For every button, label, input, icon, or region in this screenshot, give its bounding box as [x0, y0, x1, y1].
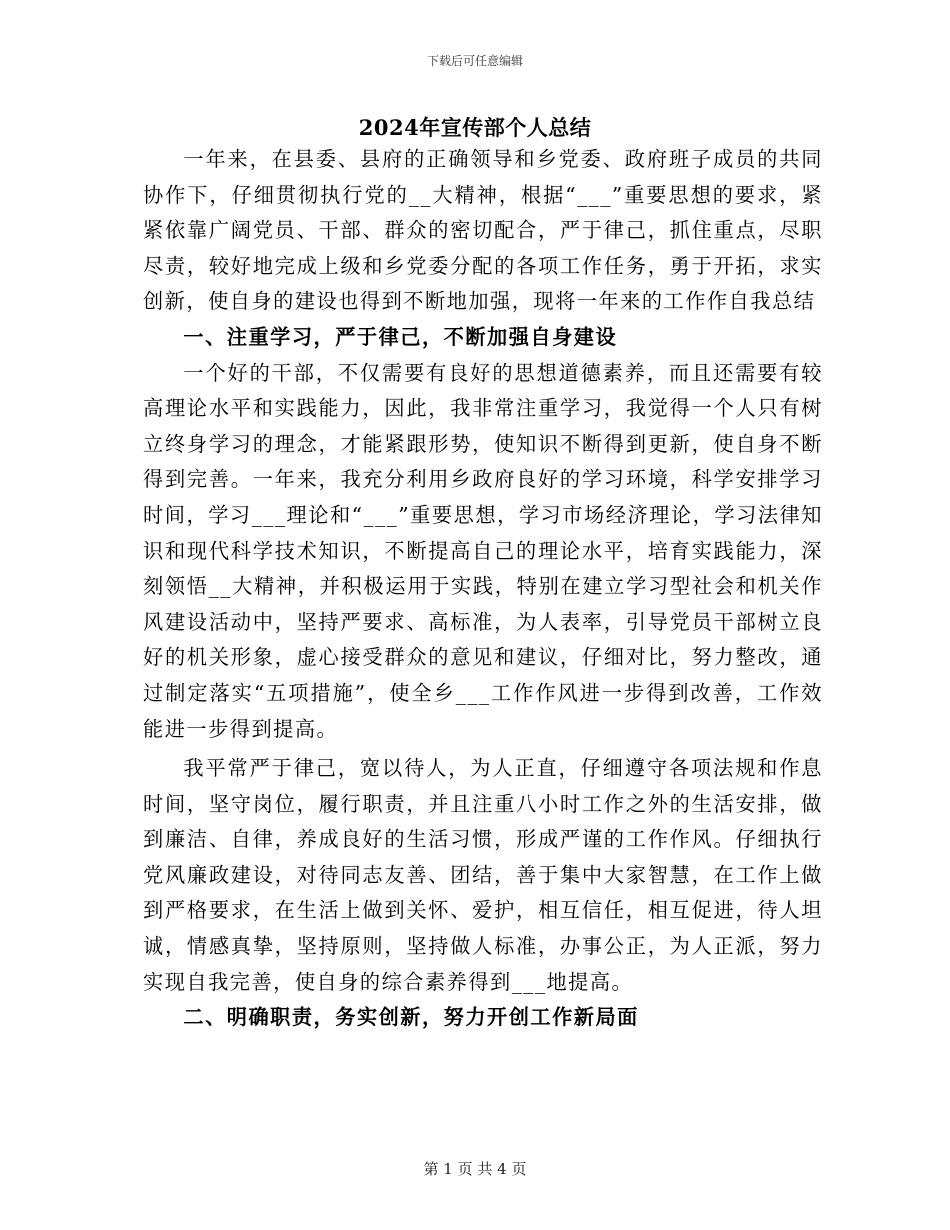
document-title: 2024年宣传部个人总结 [358, 115, 592, 140]
section-heading-1: 一、注重学习，严于律己，不断加强自身建设 [183, 324, 618, 349]
header-note: 下载后可任意编辑 [426, 54, 523, 68]
body-paragraph-1: 一个好的干部，不仅需要有良好的思想道德素养，而且还需要有较高理论水平和实践能力，因此，我非常注重学习，我觉得一个人只有树立终身学习的理念，才能紧跟形势，使知识不断得到更新，使自身不断得到完善。一年来，我充分利用乡政府良好的学习环境，科学安排学习时间，学习___理论和“___”重要思想，学习市场经济理论，学习法律知识和现代科学技术知识，不断提高自己的理论水平，培育实践能力，深刻领悟__大精神，并积极运用于实践，特别在建立学习型社会和机关作风建设活动中，坚持严要求、高标准，为人表率，引导党员干部树立良好的机关形象，虚心接受群众的意见和建议，仔细对比，努力整改，通过制定落实“五项措施”，使全乡___工作作风进一步得到改善，工作效能进一步得到提高。 [143, 360, 823, 741]
intro-paragraph: 一年来，在县委、县府的正确领导和乡党委、政府班子成员的共同协作下，仔细贯彻执行党的__大精神，根据“___”重要思想的要求，紧紧依靠广阔党员、干部、群众的密切配合，严于律己，抓住重点，尽职尽责，较好地完成上级和乡党委分配的各项工作任务，勇于开拓，求实创新，使自身的建设也得到不断地加强，现将一年来的工作作自我总结 [143, 147, 823, 314]
document-body [143, 142, 823, 1036]
page-number: 第 1 页 共 4 页 [423, 1160, 527, 1178]
section-heading-2: 二、明确职责，务实创新，努力开创工作新局面 [183, 1005, 639, 1030]
body-paragraph-2: 我平常严于律己，宽以待人，为人正直，仔细遵守各项法规和作息时间，坚守岗位，履行职责，并且注重八小时工作之外的生活安排，做到廉洁、自律，养成良好的生活习惯，形成严谨的工作作风。仔细执行党风廉政建设，对待同志友善、团结，善于集中大家智慧，在工作上做到严格要求，在生活上做到关怀、爱护，相互信任，相互促进，待人坦诚，情感真挚，坚持原则，坚持做人标准，办事公正，为人正派，努力实现自我完善，使自身的综合素养得到___地提高。 [143, 756, 823, 994]
